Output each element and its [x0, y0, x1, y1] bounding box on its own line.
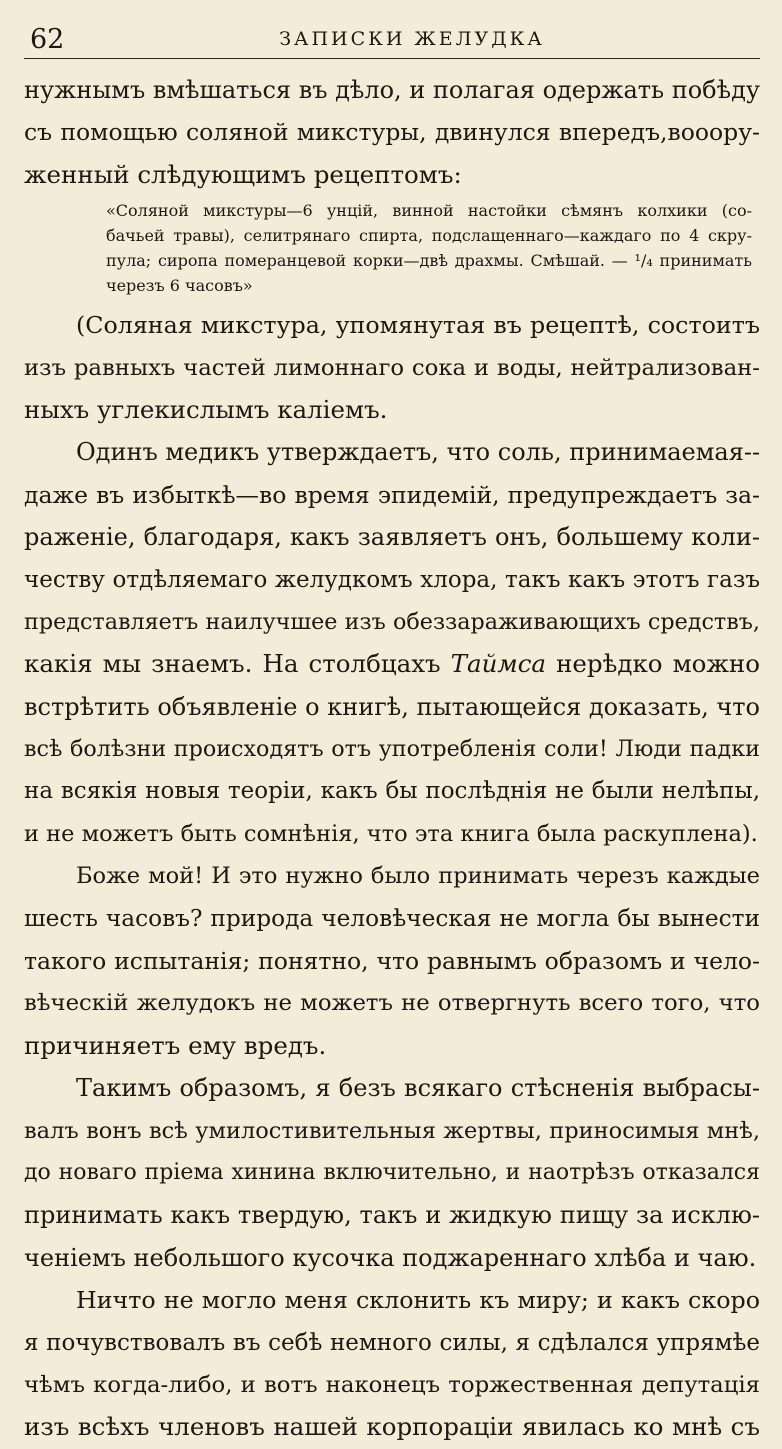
body-text	[24, 69, 760, 1449]
text-line: я почувствовалъ въ себѣ немного силы, я сдѣлался упрямѣе	[24, 1329, 760, 1356]
quote-line: черезъ 6 часовъ»	[106, 276, 253, 296]
text-line-with-italic	[24, 643, 760, 685]
text-line: всѣ болѣзни происходятъ отъ употребленія соли! Люди падки	[24, 736, 760, 763]
paragraph-5	[24, 1067, 760, 1279]
prescription-quote	[24, 198, 760, 298]
text-line: встрѣтить объявленіе о книгѣ, пытающейся доказать, что	[24, 692, 760, 721]
paragraph-6	[24, 1279, 760, 1449]
paragraph-3	[24, 431, 760, 855]
text-line: раженіе, благодаря, какъ заявляетъ онъ, большему коли-	[24, 523, 760, 552]
text-line: вѣческій желудокъ не можетъ не отвергнуть всего того, что	[24, 990, 760, 1017]
text-line: чѣмъ когда-либо, и вотъ наконецъ торжественная депутація	[24, 1371, 760, 1398]
text-line: изъ равныхъ частей лимоннаго сока и воды, нейтрализован-	[24, 354, 760, 381]
quote-line: «Соляной микстуры—6 унцій, винной настойки сѣмянъ колхики (со-	[106, 201, 752, 221]
text-line: валъ вонъ всѣ умилостивительныя жертвы, приносимыя мнѣ,	[24, 1117, 760, 1144]
quote-line: бачьей травы), селитрянаго спирта, подслащеннаго—каждаго по 4 скру-	[106, 226, 752, 246]
paragraph-4	[24, 855, 760, 1067]
text-line: представляетъ наилучшее изъ обеззараживающихъ средствъ,	[24, 608, 760, 635]
text-line: даже въ избыткѣ—во время эпидемій, предупреждаетъ за-	[24, 480, 760, 509]
text-line: Одинъ медикъ утверждаетъ, что соль, принимаемая--	[76, 438, 761, 467]
text-line: ныхъ углекислымъ каліемъ.	[24, 394, 388, 424]
paragraph-1	[24, 69, 760, 196]
page-header	[24, 18, 760, 59]
text-line: съ помощью соляной микстуры, двинулся впередъ,вооору-	[24, 118, 760, 147]
text-line: Ничто не могло меня склонить къ миру; и какъ скоро	[76, 1286, 760, 1315]
page-number: 62	[30, 24, 65, 55]
text-line: Такимъ образомъ, я безъ всякаго стѣсненія выбрасы-	[76, 1074, 760, 1103]
text-fragment: какія мы знаемъ. На столбцахъ	[24, 649, 451, 679]
text-line: честву отдѣляемаго желудкомъ хлора, такъ какъ этотъ газъ	[24, 566, 760, 593]
text-line: ченіемъ небольшого кусочка поджареннаго хлѣба и чаю.	[24, 1243, 757, 1272]
text-line: Боже мой! И это нужно было принимать черезъ каждые	[76, 863, 760, 890]
text-line: на всякія новыя теоріи, какъ бы послѣднія не были нелѣпы,	[24, 778, 760, 805]
text-line: шесть часовъ? природа человѣческая не могла бы вынести	[24, 904, 760, 932]
text-line: изъ всѣхъ членовъ нашей корпораціи явилась ко мнѣ съ	[24, 1412, 760, 1442]
paragraph-2	[24, 304, 760, 431]
running-title: ЗАПИСКИ ЖЕЛУДКА	[279, 28, 545, 50]
text-line: причиняетъ ему вредъ.	[24, 1030, 327, 1060]
text-line: женный слѣдующимъ рецептомъ:	[24, 159, 462, 189]
text-line: нужнымъ вмѣшаться въ дѣло, и полагая одержать побѣду	[24, 76, 760, 104]
text-line: и не можетъ быть сомнѣнія, что эта книга была раскуплена).	[24, 820, 758, 847]
text-line: до новаго пріема хинина включительно, и наотрѣзъ отказался	[24, 1159, 760, 1185]
text-line: такого испытанія; понятно, что равнымъ образомъ и чело-	[24, 947, 760, 976]
text-line: принимать какъ твердую, такъ и жидкую пищу за исклю-	[24, 1201, 760, 1230]
text-fragment: нерѣдко можно	[546, 649, 760, 679]
newspaper-title: Таймса	[450, 649, 547, 679]
quote-line: пула; сиропа померанцевой корки—двѣ драхмы. Смѣшай. — ¹/₄ принимать	[106, 251, 752, 271]
text-line: (Соляная микстура, упомянутая въ рецептѣ, состоитъ	[76, 311, 760, 340]
